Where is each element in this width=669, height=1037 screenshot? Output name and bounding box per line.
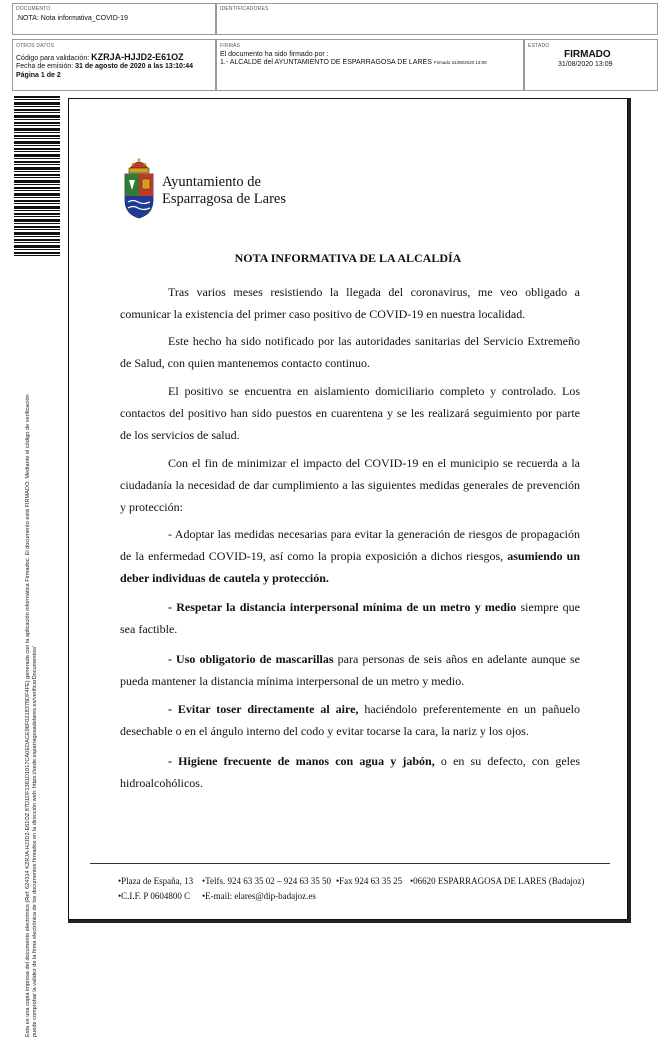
estado-value: FIRMADO	[564, 49, 611, 60]
measure-cough-text: haciéndolo preferentemente en un pañuelo desechable o en el ángulo interno del codo y evitar tocarse la cara, la nariz y los ojos.	[120, 702, 581, 738]
paragraph-intro: Tras varios meses resistiendo la llegada del coronavirus, me veo obligado a comunicar la existencia del primer caso positivo de COVID-19 en nuestra localidad.	[120, 285, 580, 321]
fecha-value: 31 de agosto de 2020 a las 13:10:44	[75, 63, 194, 70]
footer-fax: •Fax 924 63 35 25	[336, 876, 403, 886]
measure-masks	[120, 648, 580, 692]
paragraph-notification: Este hecho ha sido notificado por las autoridades sanitarias del Servicio Extremeño de Salud, con quien mantenemos contacto continuo.	[120, 334, 580, 370]
measure-masks-text: para personas de seis años en adelante aunque se pueda mantener la distancia mínima interpersonal de un metro y medio.	[120, 652, 581, 688]
documento-value: .NOTA: Nota informativa_COVID-19	[16, 15, 128, 22]
firmas-line: 1.- ALCALDE del AYUNTAMIENTO DE ESPARRAGOSA DE LARES Firmado 31/08/2020 13:09	[220, 59, 487, 66]
letter-frame-shadow	[628, 98, 631, 923]
side-text-line-1: Esta es una copia impresa del documento electrónico (Ref: 624314 KZRJA-HJJD2-E61OZ 87D1DF1361D1017CA0EDACE96F0218378DF4FE) generada con la aplicación informática Firmadoc. El documento está FIRMADO. Mediante el código de verificación	[25, 394, 31, 1037]
measure-adopt	[120, 523, 580, 589]
estado-date: 31/08/2020 13:09	[558, 61, 613, 68]
estado-label: ESTADO	[528, 43, 550, 49]
paragraph-isolation: El positivo se encuentra en aislamiento domiciliario completo y controlado. Los contactos del positivo han sido puestos en cuarentena y se les realizará seguimiento por parte de los servicios de salud.	[120, 384, 580, 442]
footer-divider	[90, 863, 610, 864]
org-name-line-2: Esparragosa de Lares	[162, 191, 286, 207]
measure-masks-bold: - Uso obligatorio de mascarillas	[168, 652, 334, 666]
verification-side-text	[25, 177, 39, 1037]
letter-frame-shadow-bottom	[68, 920, 631, 923]
firmas-small: Firmado 31/08/2020 13:09	[433, 60, 487, 65]
footer-email: •E-mail: elares@dip-badajoz.es	[202, 891, 316, 901]
footer-address: •Plaza de España, 13	[118, 876, 194, 886]
codigo-value: KZRJA-HJJD2-E61OZ	[91, 52, 184, 62]
measure-hygiene-bold: - Higiene frecuente de manos con agua y jabón,	[168, 754, 435, 768]
documento-label: DOCUMENTO	[16, 6, 51, 12]
measure-cough	[120, 698, 580, 742]
measure-cough-bold: - Evitar toser directamente al aire,	[168, 702, 359, 716]
org-name-line-1: Ayuntamiento de	[162, 174, 261, 190]
footer-city: •06620 ESPARRAGOSA DE LARES (Badajoz)	[410, 876, 585, 886]
firmas-label: FIRMAS	[220, 43, 241, 49]
header-identificadores-box	[216, 3, 658, 35]
footer-phone: •Telfs. 924 63 35 02 – 924 63 35 50	[202, 876, 332, 886]
measure-adopt-bold: asumiendo un deber individuas de cautela y protección.	[120, 549, 581, 585]
pagina-label: Página 1 de 2	[16, 72, 61, 79]
measure-hygiene	[120, 750, 580, 794]
codigo-validacion: Código para validación: KZRJA-HJJD2-E61OZ	[16, 52, 184, 62]
identificadores-label: IDENTIFICADORES	[220, 6, 269, 12]
measure-hygiene-text: o en su defecto, con geles hidroalcohólicos.	[120, 754, 581, 790]
fecha-emision: Fecha de emisión: 31 de agosto de 2020 a las 13:10:44	[16, 63, 194, 70]
firmas-intro: El documento ha sido firmado por :	[220, 51, 329, 58]
footer-cif: •C.I.F. P 0604800 C	[118, 891, 191, 901]
measure-distance-text: siempre que sea factible.	[120, 600, 581, 636]
organization-name	[162, 174, 286, 208]
municipal-crest-icon	[121, 152, 157, 220]
measure-adopt-text: - Adoptar las medidas necesarias para evitar la generación de riesgos de propagación de la enfermedad COVID-19, así como la propia exposición a dichos riesgos,	[120, 527, 580, 563]
paragraph-measures-intro: Con el fin de minimizar el impacto del COVID-19 en el municipio se recuerda a la ciudadanía la necesidad de dar cumplimiento a las siguientes medidas generales de prevención y protección:	[120, 456, 580, 514]
measure-distance	[120, 596, 580, 640]
otros-datos-label: OTROS DATOS	[16, 43, 55, 49]
side-text-line-2: puede comprobar la validez de la firma electrónica de los documentos firmados en la dirección web: https://sede.esparragosadelares.es/verificarDocumentos/	[32, 646, 38, 1037]
measure-distance-bold: - Respetar la distancia interpersonal mínima de un metro y medio	[168, 600, 517, 614]
document-title: NOTA INFORMATIVA DE LA ALCALDÍA	[234, 251, 462, 265]
